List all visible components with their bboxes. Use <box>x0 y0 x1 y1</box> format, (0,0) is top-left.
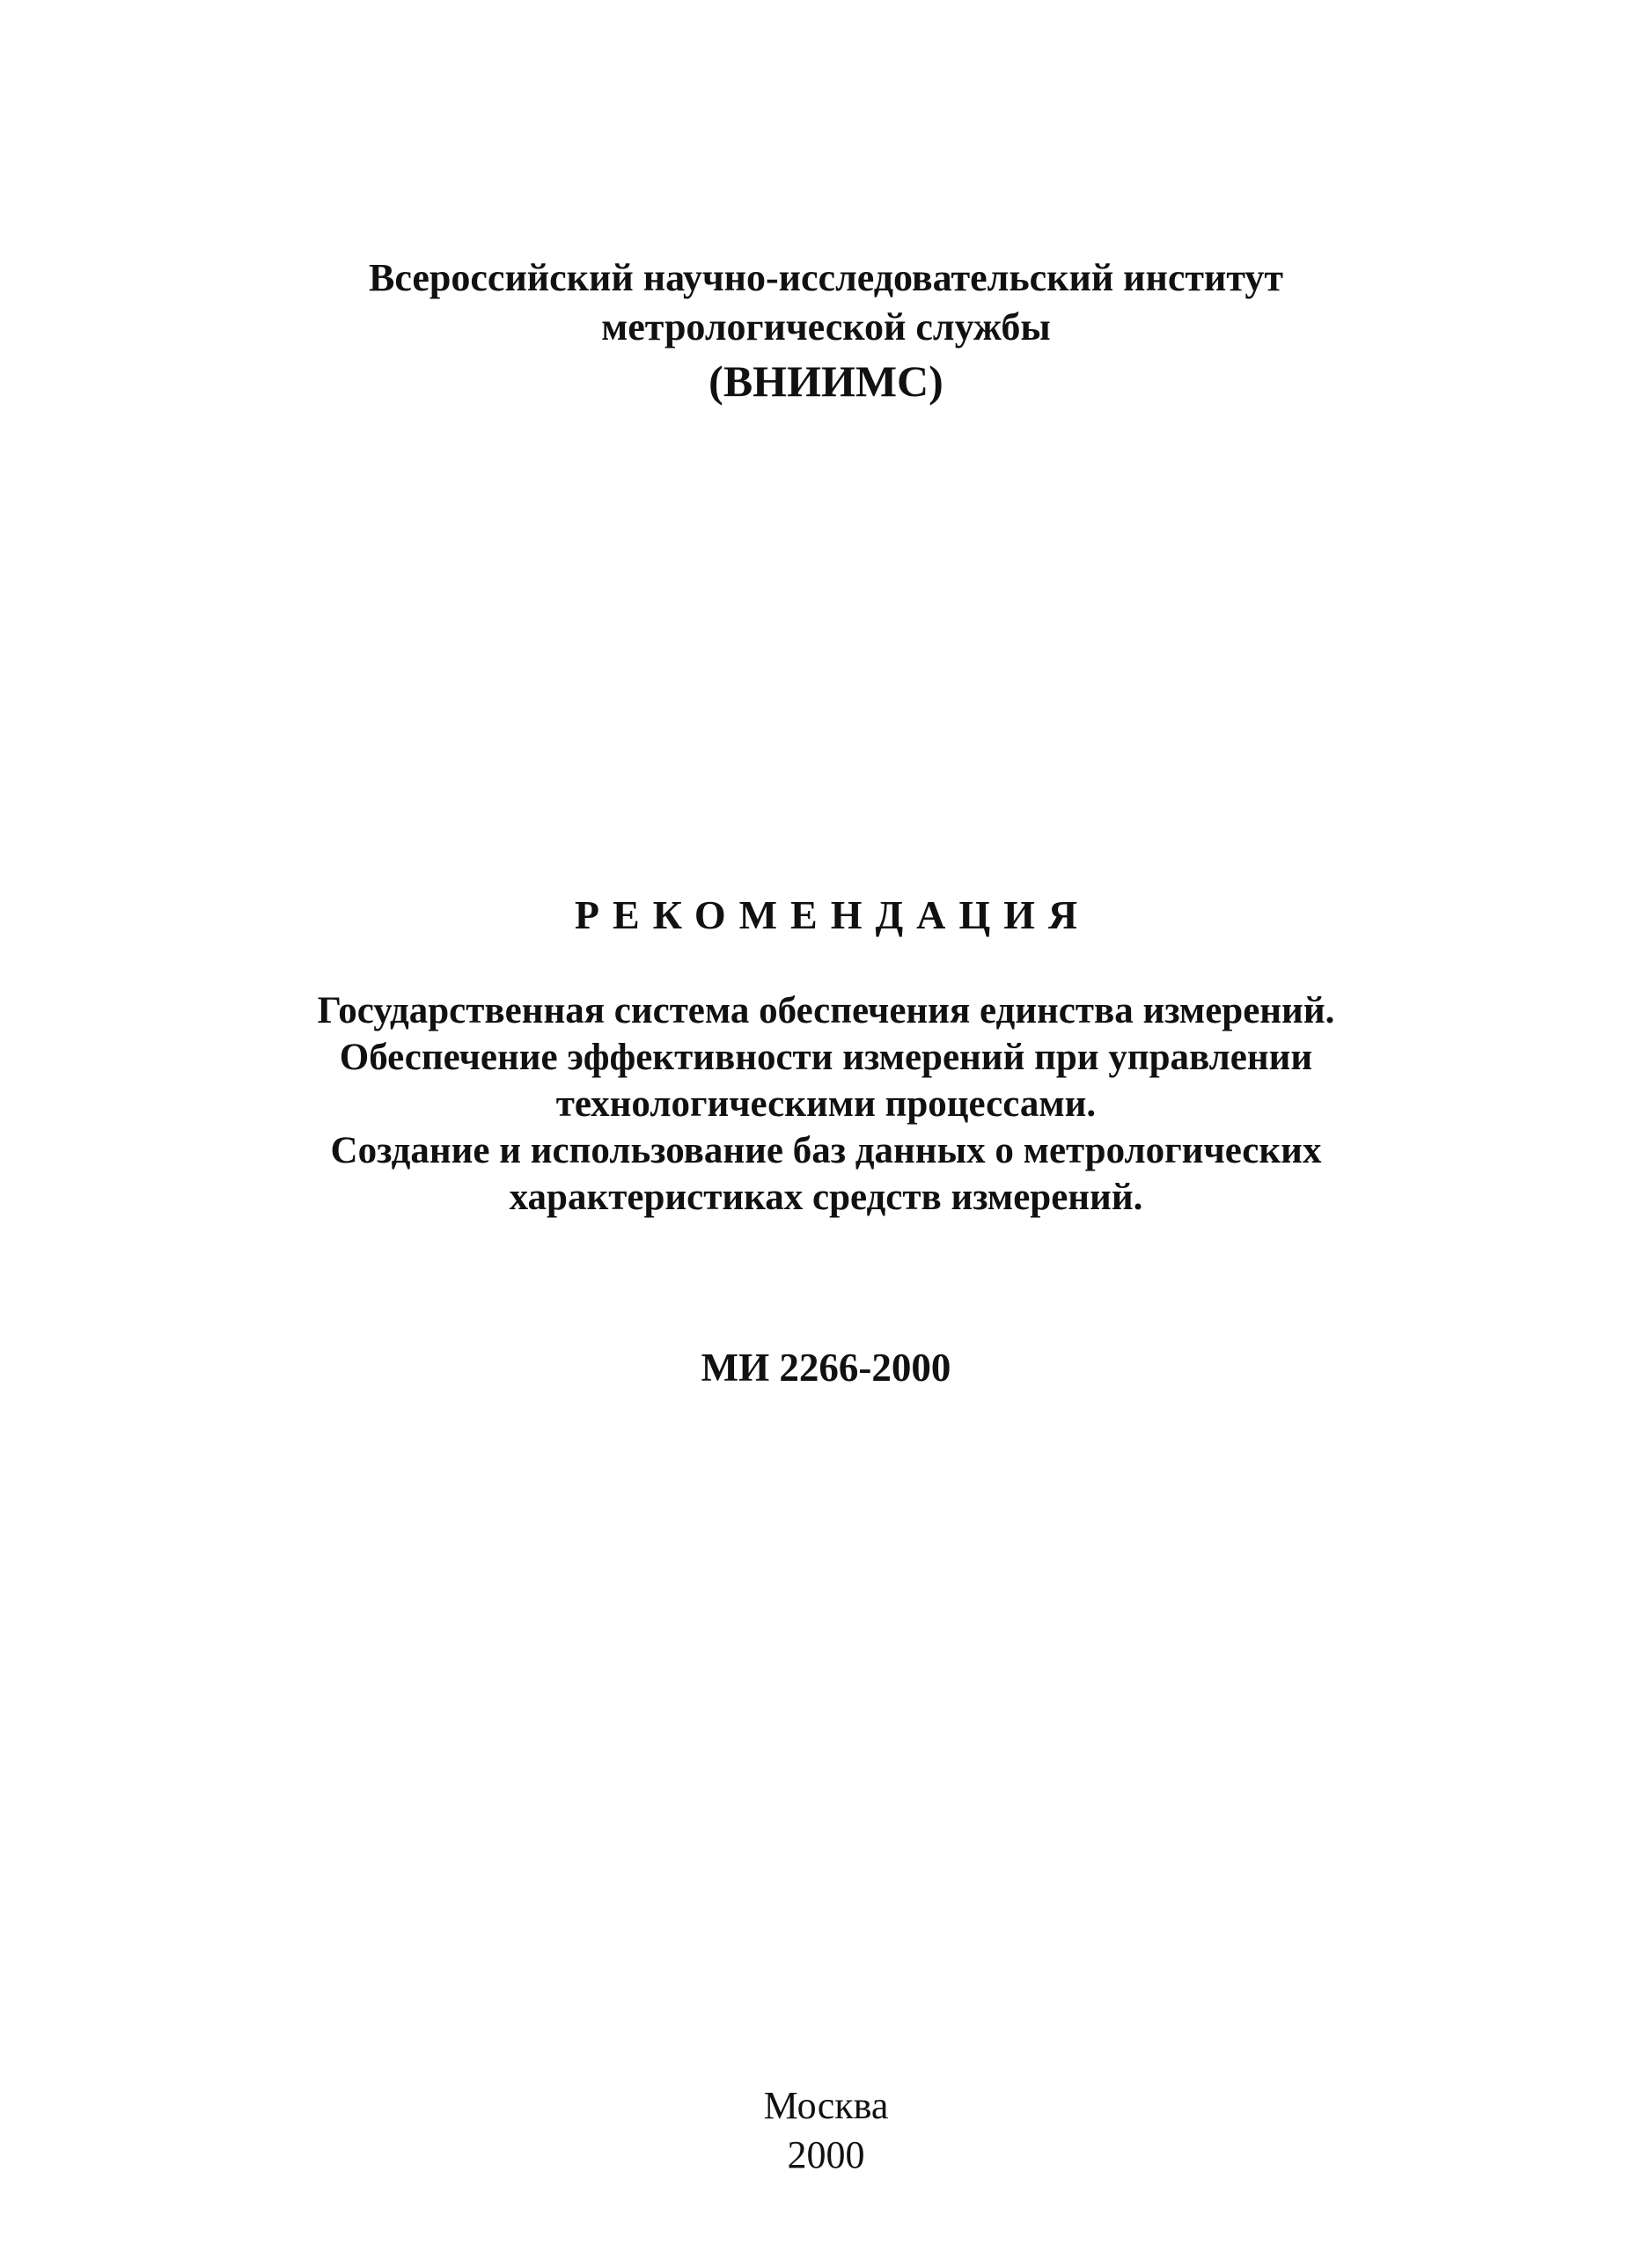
imprint-year: 2000 <box>787 2133 865 2176</box>
title-line: Обеспечение эффективности измерений при управлении <box>339 1037 1313 1078</box>
document-type-label: РЕКОМЕНДАЦИЯ <box>574 892 1091 937</box>
imprint <box>0 2081 1652 2180</box>
title-line: Государственная система обеспечения единства измерений. <box>317 990 1335 1031</box>
designation-code: МИ 2266-2000 <box>701 1346 951 1390</box>
institute-name-line-1: Всероссийский научно-исследовательский институт <box>368 256 1284 299</box>
document-title <box>0 987 1652 1221</box>
title-line: характеристиках средств измерений. <box>509 1177 1143 1218</box>
imprint-city: Москва <box>763 2084 889 2127</box>
institute-header <box>0 253 1652 410</box>
institute-name-line-2: метрологической службы <box>601 305 1051 349</box>
title-line: технологическими процессами. <box>555 1083 1097 1125</box>
document-designation <box>0 1341 1652 1394</box>
document-type <box>0 889 1652 942</box>
institute-abbreviation: (ВНИИМС) <box>709 356 943 406</box>
title-line: Создание и использование баз данных о метрологических <box>330 1130 1322 1171</box>
